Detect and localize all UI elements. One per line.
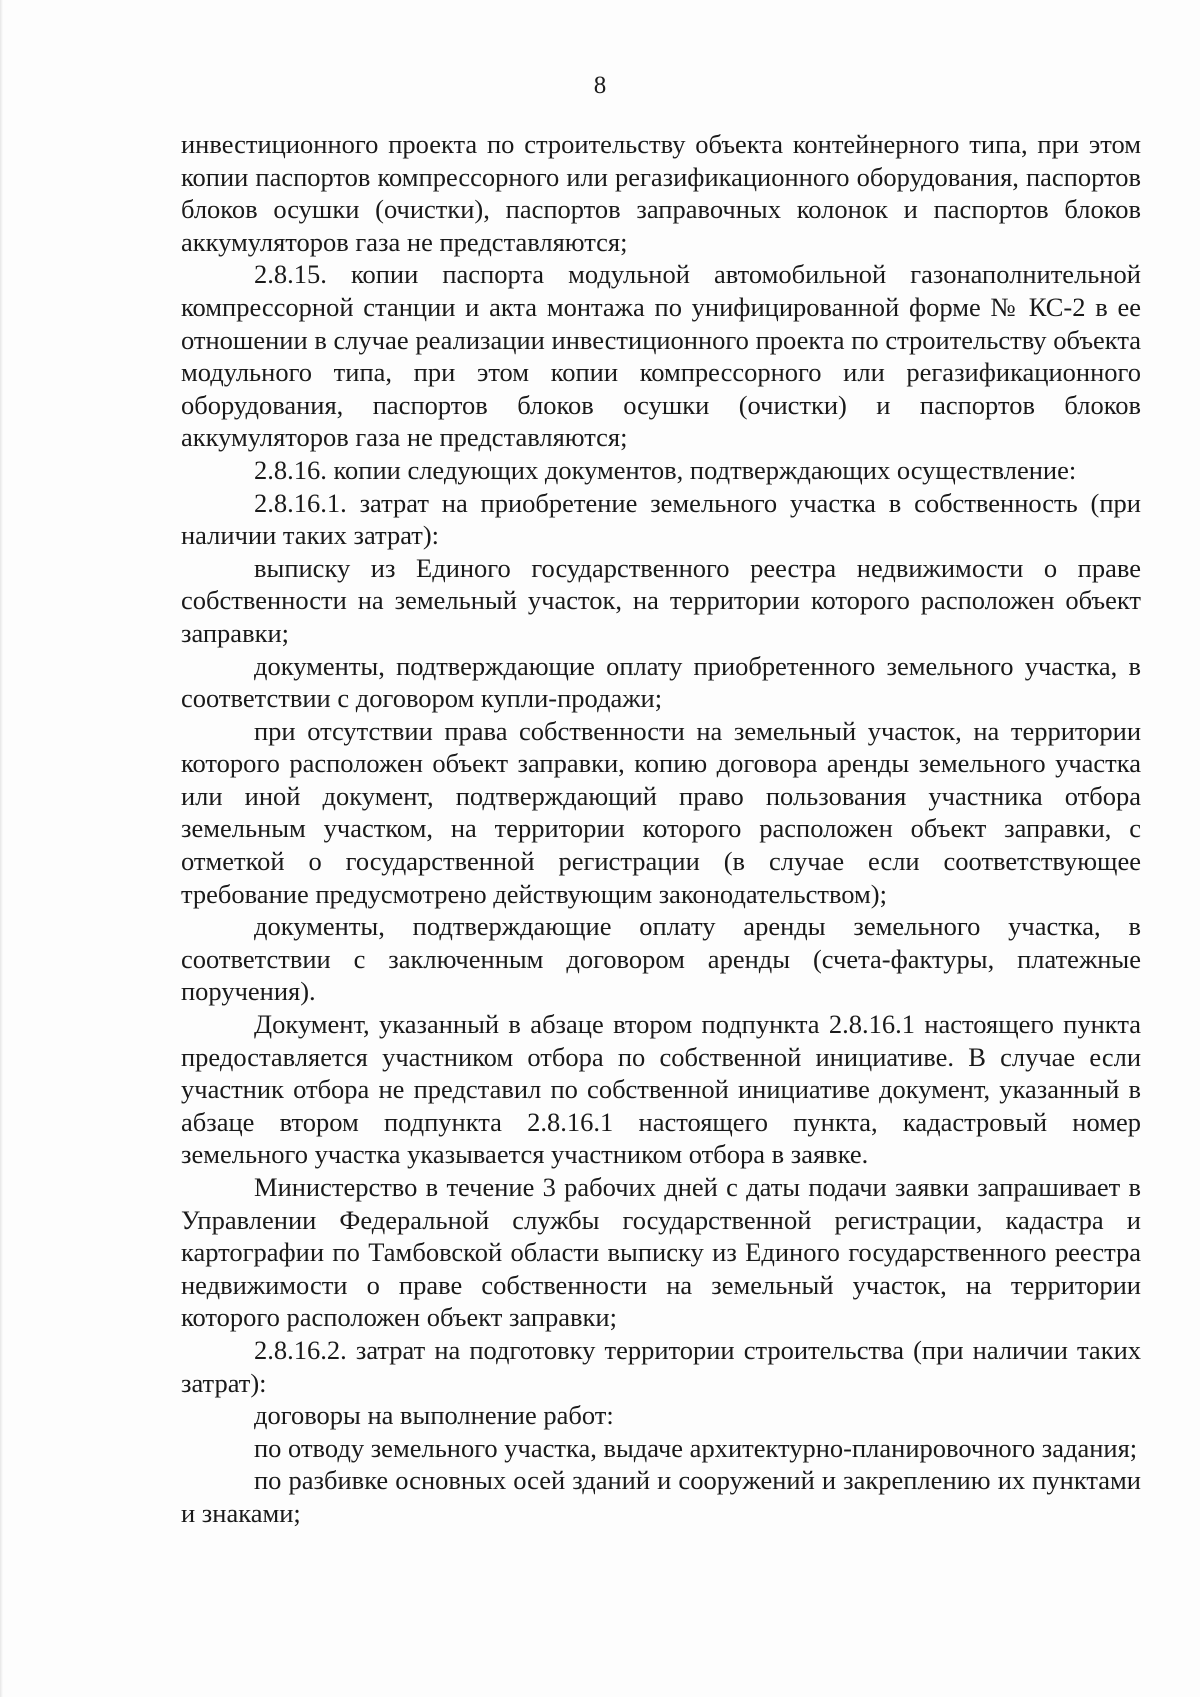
paragraph-work-contracts: договоры на выполнение работ: — [254, 1400, 614, 1431]
paragraph-axes-layout: по разбивке основных осей зданий и сооружений и закреплению их пунктами и знаками; — [181, 1465, 1141, 1528]
paragraph-ministry-request: Министерство в течение 3 рабочих дней с даты подачи заявки запрашивает в Управлении Федеральной службы государственной регистрации, кадастра и картографии по Тамбовской области выписку из Единого государственного реестра недвижимости о праве собственности на земельный участок, на территории которого расположен объект заправки; — [181, 1172, 1141, 1333]
paragraph-payment-documents: документы, подтверждающие оплату приобретенного земельного участка, в соответствии с договором купли-продажи; — [181, 650, 1141, 714]
paragraph-land-allotment: по отводу земельного участка, выдаче архитектурно-планировочного задания; — [254, 1432, 1138, 1463]
paragraph-2-8-16-2: 2.8.16.2. затрат на подготовку территории строительства (при наличии таких затрат): — [181, 1334, 1141, 1398]
paragraph-lease-payment: документы, подтверждающие оплату аренды земельного участка, в соответствии с заключенным договором аренды (счета-фактуры, платежные поручения). — [181, 911, 1141, 1007]
paragraph-2-8-16-1: 2.8.16.1. затрат на приобретение земельного участка в собственность (при наличии таких затрат): — [181, 487, 1141, 551]
paragraph-registry-extract: выписку из Единого государственного реестра недвижимости о праве собственности на земельный участок, на территории которого расположен объект заправки; — [181, 552, 1141, 648]
paragraph-document-initiative: Документ, указанный в абзаце втором подпункта 2.8.16.1 настоящего пункта предоставляется участником отбора по собственной инициативе. В случае если участник отбора не представил по собственной инициативе документ, указанный в абзаце втором подпункта 2.8.16.1 настоящего пункта, кадастровый номер земельного участка указывается участником отбора в заявке. — [181, 1009, 1141, 1170]
scan-edge-shadow — [0, 0, 3, 1697]
paragraph-2-8-16: 2.8.16. копии следующих документов, подтверждающих осуществление: — [254, 454, 1077, 485]
document-body — [181, 128, 1141, 1530]
paragraph-lease-agreement: при отсутствии права собственности на земельный участок, на территории которого расположен объект заправки, копию договора аренды земельного участка или иной документ, подтверждающий право пользования участника отбора земельным участком, на территории которого расположен объект заправки, с отметкой о государственной регистрации (в случае если соответствующее требование предусмотрено действующим законодательством); — [181, 715, 1141, 909]
page-number: 8 — [593, 72, 607, 99]
paragraph-continuation: инвестиционного проекта по строительству объекта контейнерного типа, при этом копии паспортов компрессорного или регазификационного оборудования, паспортов блоков осушки (очистки), паспортов заправочных колонок и паспортов блоков аккумуляторов газа не представляются; — [181, 129, 1141, 257]
paragraph-2-8-15: 2.8.15. копии паспорта модульной автомобильной газонаполнительной компрессорной станции и акта монтажа по унифицированной форме № КС-2 в ее отношении в случае реализации инвестиционного проекта по строительству объекта модульного типа, при этом копии компрессорного или регазификационного оборудования, паспортов блоков осушки (очистки) и паспортов блоков аккумуляторов газа не представляются; — [181, 259, 1141, 453]
